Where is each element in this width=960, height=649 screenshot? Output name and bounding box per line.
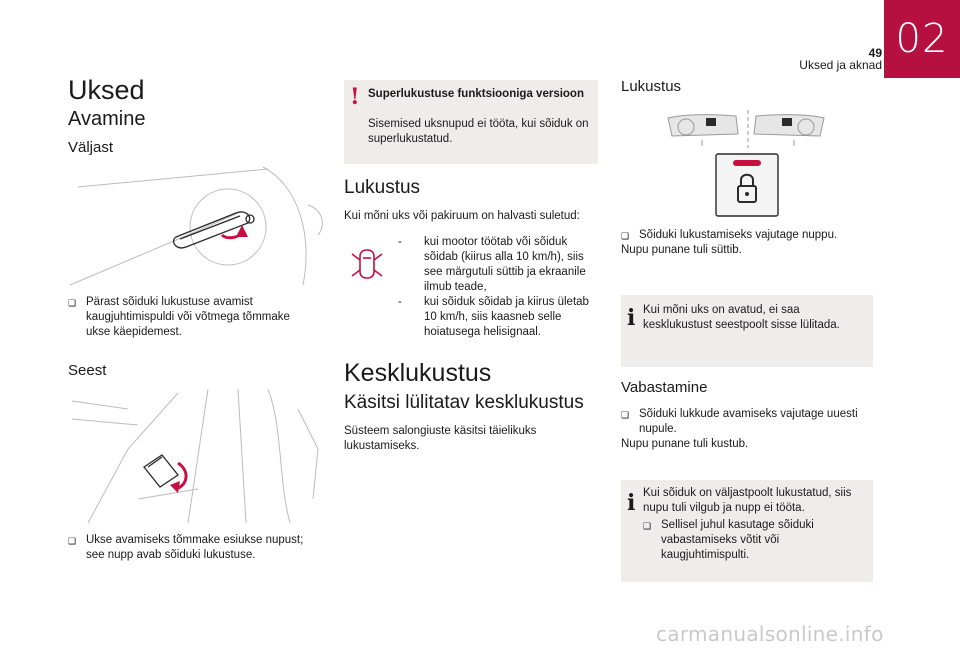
opening-heading: Avamine xyxy=(68,108,146,130)
central-locking-button-illustration xyxy=(664,108,829,220)
outside-instruction: ❑ Pärast sõiduki lukustuse avamist kaugjuhtimispuldi või võtmega tõmmake ukse käepidemest. xyxy=(68,296,290,338)
chapter-tab: 02 xyxy=(884,0,960,78)
lock-light-text: Nupu punane tuli süttib. xyxy=(621,244,742,256)
door-open-warning-icon xyxy=(350,246,384,282)
warning-icon: ! xyxy=(350,84,360,110)
section-name: Uksed ja aknad xyxy=(799,58,882,72)
info-icon: i xyxy=(627,490,636,516)
checkbox-bullet-icon: ❑ xyxy=(643,521,652,531)
outside-door-handle-illustration xyxy=(68,165,330,287)
manual-central-locking-heading: Käsitsi lülitatav kesklukustus xyxy=(344,392,584,413)
inside-door-handle-illustration xyxy=(68,389,323,524)
checkbox-bullet-icon: ❑ xyxy=(621,231,630,241)
locking-button-heading: Lukustus xyxy=(621,78,682,95)
superlock-warning-box xyxy=(344,80,598,164)
locking-intro: Kui mõni uks või pakiruum on halvasti suletud: xyxy=(344,210,580,222)
info-box-door-open xyxy=(621,295,873,367)
info-box-locked-outside xyxy=(621,480,873,582)
checkbox-bullet-icon: ❑ xyxy=(621,410,630,420)
inside-instruction: ❑ Ukse avamiseks tõmmake esiukse nupust; see nupp avab sõiduki lukustuse. xyxy=(68,534,304,561)
inside-heading: Seest xyxy=(68,362,107,379)
page-title: Uksed xyxy=(68,75,145,105)
list-item: - kui mootor töötab või sõiduk sõidab (kiirus alla 10 km/h), siis see märgutuli süttib ja ekraanile ilmub teade, xyxy=(398,236,586,293)
warning-text: Sisemised uksnupud ei tööta, kui sõiduk on superlukustatud. xyxy=(368,118,589,145)
info-text: Kui sõiduk on väljastpoolt lukustatud, siis nupu tuli vilgub ja nupp ei tööta. xyxy=(643,487,852,514)
page-number: 49 xyxy=(868,46,882,60)
info-icon: i xyxy=(627,305,636,331)
unlocking-heading: Vabastamine xyxy=(621,379,708,396)
manual-locking-text: Süsteem salongiuste käsitsi täielikuks lukustamiseks. xyxy=(344,425,537,452)
warning-title: Superlukustuse funktsiooniga versioon xyxy=(368,88,584,100)
locking-conditions-list xyxy=(398,235,598,340)
info-text: Kui mõni uks on avatud, ei saa kesklukustust seestpoolt sisse lülitada. xyxy=(643,304,840,331)
outside-heading: Väljast xyxy=(68,139,114,156)
lock-instruction: ❑ Sõiduki lukustamiseks vajutage nuppu. xyxy=(621,228,873,243)
info-bullet: ❑ Sellisel juhul kasutage sõiduki vabastamiseks võtit või kaugjuhtimispulti. xyxy=(643,519,814,561)
checkbox-bullet-icon: ❑ xyxy=(68,298,77,308)
unlock-instruction: ❑ Sõiduki lukkude avamiseks vajutage uuesti nupule. xyxy=(621,408,858,435)
list-item: - kui sõiduk sõidab ja kiirus ületab 10 km/h, siis kaasneb selle hoiatusega helisignaal. xyxy=(398,296,589,338)
locking-heading: Lukustus xyxy=(344,177,421,198)
unlock-light-text: Nupu punane tuli kustub. xyxy=(621,438,749,450)
checkbox-bullet-icon: ❑ xyxy=(68,536,77,546)
watermark: carmanualsonline.info xyxy=(656,622,884,646)
central-locking-heading: Kesklukustus xyxy=(344,359,492,387)
